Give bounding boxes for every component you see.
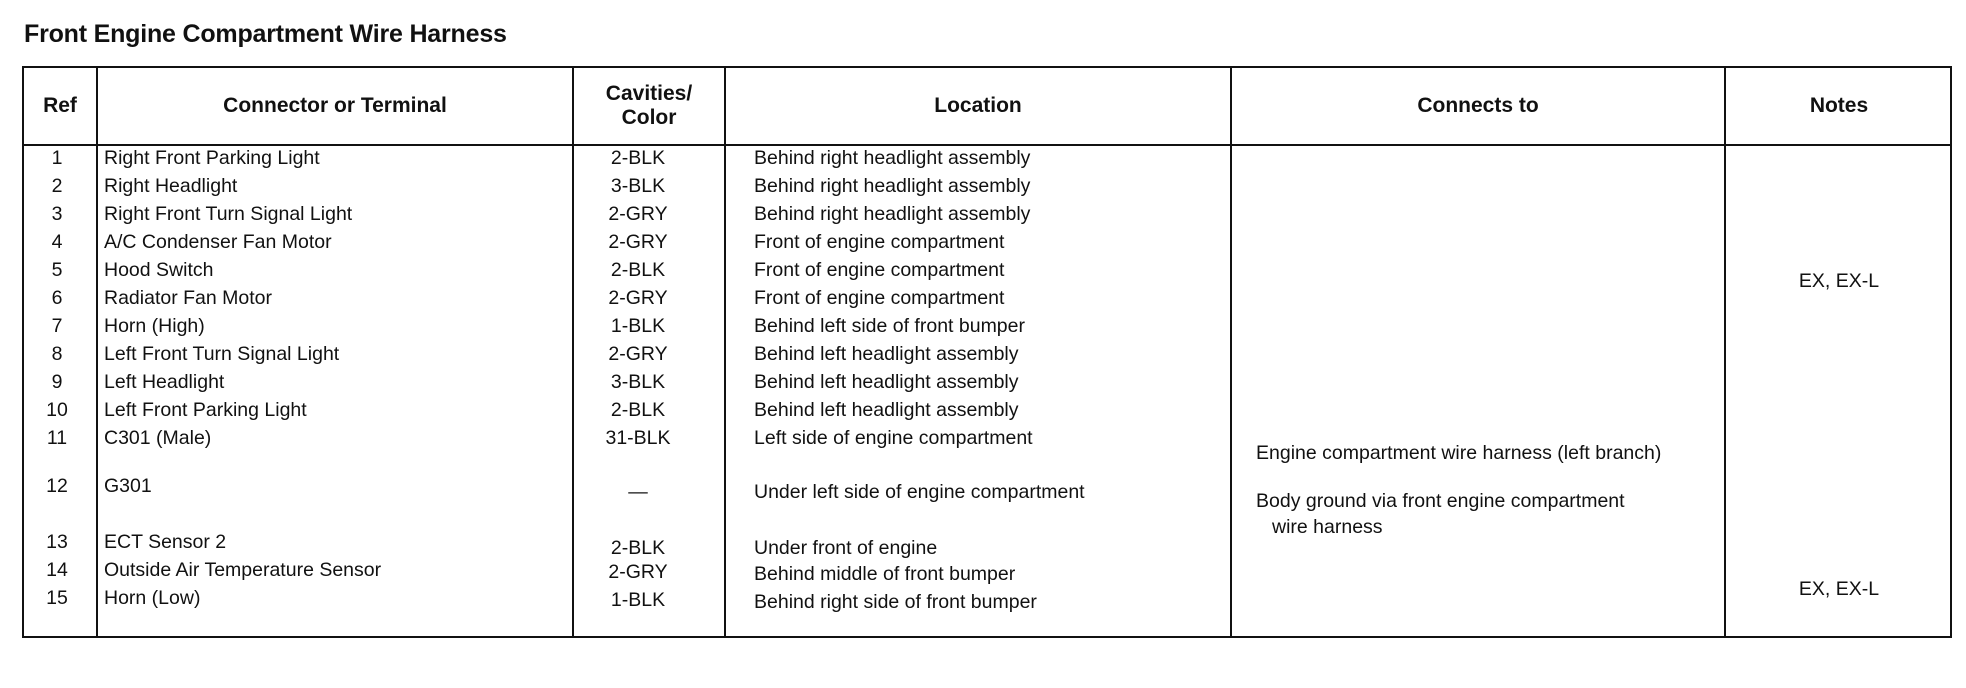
connector-cell: Right Front Turn Signal Light	[104, 203, 353, 225]
location-cell: Behind right headlight assembly	[754, 203, 1031, 225]
header-notes: Notes	[1809, 94, 1869, 117]
ref-cell: 4	[51, 231, 63, 253]
connector-cell: G301	[104, 475, 152, 497]
location-cell: Behind middle of front bumper	[754, 563, 1016, 585]
table-row	[24, 284, 1950, 312]
table-row	[24, 144, 1950, 172]
location-cell: Left side of engine compartment	[754, 427, 1033, 449]
location-cell: Behind left headlight assembly	[754, 399, 1019, 421]
table-row	[24, 256, 1950, 284]
connects-to-row12-line2: wire harness	[1272, 516, 1383, 538]
location-cell: Behind left headlight assembly	[754, 371, 1019, 393]
cavities-cell: 2-BLK	[610, 147, 666, 169]
connector-cell: Right Headlight	[104, 175, 238, 197]
connector-cell: Radiator Fan Motor	[104, 287, 272, 309]
location-cell: Under front of engine	[754, 537, 938, 559]
connector-cell: Left Front Turn Signal Light	[104, 343, 340, 365]
table-row	[24, 556, 1950, 584]
connector-cell: ECT Sensor 2	[104, 531, 227, 553]
connector-cell: C301 (Male)	[104, 427, 212, 449]
notes-group2: EX, EX-L	[1798, 578, 1880, 600]
header-cavities	[574, 68, 724, 144]
header-connects-to: Connects to	[1417, 94, 1539, 117]
table-row	[24, 396, 1950, 424]
location-cell: Behind left side of front bumper	[754, 315, 1025, 337]
table-row	[24, 368, 1950, 396]
location-cell: Front of engine compartment	[754, 287, 1005, 309]
location-cell: Under left side of engine compartment	[754, 481, 1085, 503]
header-ref: Ref	[43, 94, 77, 117]
connector-cell: A/C Condenser Fan Motor	[104, 231, 332, 253]
ref-cell: 6	[51, 287, 63, 309]
table-row	[24, 528, 1950, 559]
ref-cell: 14	[46, 559, 68, 581]
ref-cell: 8	[51, 343, 63, 365]
cavities-cell: 1-BLK	[610, 315, 666, 337]
harness-table	[22, 66, 1952, 638]
table-row	[24, 584, 1950, 612]
ref-cell: 11	[46, 427, 68, 449]
location-cell: Front of engine compartment	[754, 259, 1005, 281]
table-row	[24, 312, 1950, 340]
ref-cell: 7	[51, 315, 63, 337]
cavities-cell: —	[628, 481, 648, 503]
ref-cell: 1	[51, 147, 63, 169]
cavities-cell: 2-GRY	[608, 203, 668, 225]
table-row	[24, 200, 1950, 228]
location-cell: Front of engine compartment	[754, 231, 1005, 253]
header-connector: Connector or Terminal	[223, 94, 447, 117]
cavities-cell: 2-GRY	[608, 343, 668, 365]
cavities-cell: 31-BLK	[605, 427, 671, 449]
header-location: Location	[934, 94, 1022, 117]
connects-to-row11: Engine compartment wire harness (left branch)	[1256, 442, 1662, 464]
cavities-cell: 2-BLK	[610, 399, 666, 421]
connector-cell: Outside Air Temperature Sensor	[104, 559, 382, 581]
table-row	[24, 172, 1950, 200]
cavities-cell: 2-GRY	[608, 287, 668, 309]
cavities-cell: 3-BLK	[610, 175, 666, 197]
connects-to-row12	[1256, 488, 1625, 540]
ref-cell: 5	[51, 259, 63, 281]
location-cell: Behind right side of front bumper	[754, 591, 1037, 613]
location-cell: Behind right headlight assembly	[754, 147, 1031, 169]
table-row	[24, 228, 1950, 256]
connector-cell: Hood Switch	[104, 259, 214, 281]
header-cavities-line1: Cavities/	[605, 82, 693, 105]
connector-cell: Horn (Low)	[104, 587, 201, 609]
table-header	[24, 68, 1950, 146]
connects-to-row12-line1: Body ground via front engine compartment	[1256, 490, 1625, 512]
header-cavities-line2: Color	[621, 106, 677, 129]
ref-cell: 2	[51, 175, 63, 197]
location-cell: Behind right headlight assembly	[754, 175, 1031, 197]
cavities-cell: 2-BLK	[610, 537, 666, 559]
connector-cell: Left Headlight	[104, 371, 225, 393]
cavities-cell: 3-BLK	[610, 371, 666, 393]
cavities-cell: 2-BLK	[610, 259, 666, 281]
ref-cell: 9	[51, 371, 63, 393]
cavities-cell: 1-BLK	[610, 589, 666, 611]
ref-cell: 3	[51, 203, 63, 225]
connector-cell: Horn (High)	[104, 315, 205, 337]
cavities-cell: 2-GRY	[608, 231, 668, 253]
page-title: Front Engine Compartment Wire Harness	[24, 20, 507, 48]
ref-cell: 15	[46, 587, 68, 609]
ref-cell: 13	[46, 531, 68, 553]
location-cell: Behind left headlight assembly	[754, 343, 1019, 365]
ref-cell: 12	[46, 475, 68, 497]
notes-group1: EX, EX-L	[1798, 270, 1880, 292]
connector-cell: Left Front Parking Light	[104, 399, 307, 421]
cavities-cell: 2-GRY	[608, 561, 668, 583]
ref-cell: 10	[46, 399, 68, 421]
connector-cell: Right Front Parking Light	[104, 147, 320, 169]
table-row	[24, 340, 1950, 368]
